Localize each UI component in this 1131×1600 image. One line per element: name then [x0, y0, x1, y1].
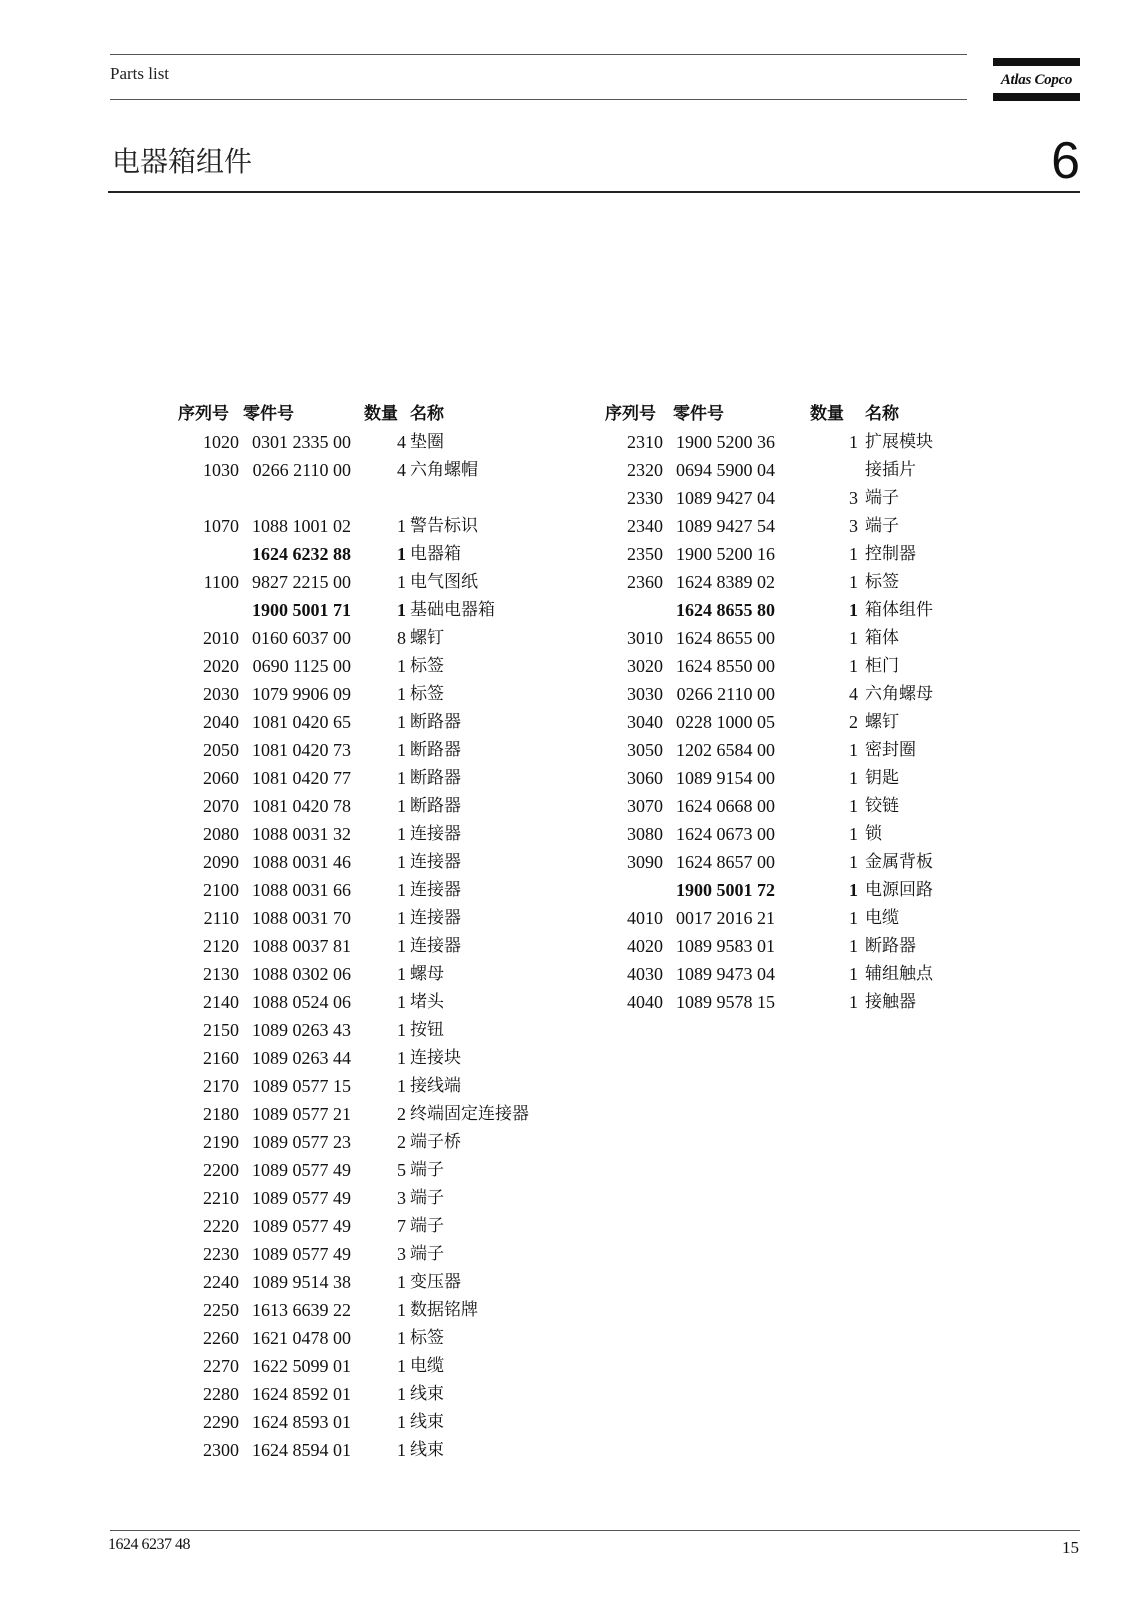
row-part-number: 1089 0577 49 — [252, 1160, 351, 1180]
row-name: 线束 — [410, 1440, 444, 1460]
row-name: 按钮 — [410, 1020, 444, 1040]
row-qty: 1 — [397, 600, 406, 620]
row-name: 控制器 — [865, 544, 916, 564]
row-qty: 1 — [849, 656, 858, 676]
row-name: 螺钉 — [865, 712, 899, 732]
row-part-number: 0301 2335 00 — [252, 432, 351, 452]
row-part-number: 1081 0420 65 — [252, 712, 351, 732]
row-seq: 2020 — [203, 656, 239, 676]
row-qty: 3 — [849, 488, 858, 508]
row-qty: 1 — [397, 1356, 406, 1376]
row-seq: 4040 — [627, 992, 663, 1012]
row-qty: 1 — [397, 1384, 406, 1404]
row-part-number: 1089 0577 23 — [252, 1132, 351, 1152]
row-qty: 1 — [397, 964, 406, 984]
row-part-number: 1089 9473 04 — [676, 964, 775, 984]
row-qty: 1 — [849, 936, 858, 956]
section-title: 电器箱组件 — [112, 145, 253, 178]
header-label: Parts list — [110, 64, 170, 83]
row-part-number: 1624 0673 00 — [676, 824, 775, 844]
row-seq: 3070 — [627, 796, 663, 816]
row-name: 电源回路 — [865, 880, 933, 900]
row-seq: 2090 — [203, 852, 239, 872]
row-part-number: 1081 0420 73 — [252, 740, 351, 760]
row-part-number: 1081 0420 78 — [252, 796, 351, 816]
logo-bar-top — [993, 58, 1080, 66]
row-part-number: 1624 8550 00 — [676, 656, 775, 676]
row-seq: 3080 — [627, 824, 663, 844]
row-qty: 1 — [849, 796, 858, 816]
row-qty: 1 — [397, 852, 406, 872]
row-part-number: 0228 1000 05 — [676, 712, 775, 732]
row-name: 箱体组件 — [865, 600, 933, 620]
section-title-rule — [108, 191, 1080, 193]
row-qty: 1 — [397, 656, 406, 676]
row-name: 扩展模块 — [865, 432, 933, 452]
row-qty: 1 — [397, 740, 406, 760]
row-part-number: 1624 8657 00 — [676, 852, 775, 872]
row-part-number: 1089 0263 44 — [252, 1048, 351, 1068]
row-name: 断路器 — [410, 768, 461, 788]
row-seq: 2070 — [203, 796, 239, 816]
row-name: 连接器 — [410, 936, 461, 956]
row-qty: 2 — [397, 1104, 406, 1124]
row-qty: 3 — [397, 1244, 406, 1264]
row-seq: 2170 — [203, 1076, 239, 1096]
row-part-number: 1624 8655 80 — [676, 600, 775, 620]
row-qty: 4 — [849, 684, 858, 704]
row-part-number: 1202 6584 00 — [676, 740, 775, 760]
row-part-number: 1088 0037 81 — [252, 936, 351, 956]
row-name: 金属背板 — [865, 852, 933, 872]
header-top-rule — [110, 54, 967, 55]
row-qty: 2 — [397, 1132, 406, 1152]
row-part-number: 1089 9583 01 — [676, 936, 775, 956]
row-qty: 1 — [397, 1328, 406, 1348]
row-part-number: 0694 5900 04 — [676, 460, 775, 480]
row-name: 线束 — [410, 1412, 444, 1432]
row-qty: 1 — [397, 1272, 406, 1292]
row-name: 标签 — [410, 656, 444, 676]
row-qty: 1 — [397, 796, 406, 816]
column-header-name: 名称 — [865, 404, 899, 424]
row-part-number: 1088 0031 46 — [252, 852, 351, 872]
row-name: 电器箱 — [410, 544, 461, 564]
row-seq: 4010 — [627, 908, 663, 928]
row-seq: 2030 — [203, 684, 239, 704]
row-name: 端子桥 — [410, 1132, 461, 1152]
row-part-number: 0266 2110 00 — [676, 684, 775, 704]
row-seq: 2040 — [203, 712, 239, 732]
logo-bar-bottom — [993, 93, 1080, 101]
row-seq: 2140 — [203, 992, 239, 1012]
row-seq: 1070 — [203, 516, 239, 536]
row-part-number: 1089 0577 49 — [252, 1188, 351, 1208]
column-header-name: 名称 — [410, 404, 444, 424]
row-qty: 4 — [397, 460, 406, 480]
column-header-qty: 数量 — [364, 404, 398, 424]
row-part-number: 1624 6232 88 — [252, 544, 351, 564]
row-seq: 2270 — [203, 1356, 239, 1376]
row-name: 柜门 — [865, 656, 899, 676]
row-part-number: 1089 9154 00 — [676, 768, 775, 788]
row-name: 接插片 — [865, 460, 916, 480]
footer-rule — [110, 1530, 1080, 1531]
row-qty: 1 — [849, 740, 858, 760]
row-seq: 2290 — [203, 1412, 239, 1432]
row-part-number: 1624 8655 00 — [676, 628, 775, 648]
row-part-number: 1089 0263 43 — [252, 1020, 351, 1040]
row-name: 数据铭牌 — [410, 1300, 478, 1320]
row-qty: 3 — [849, 516, 858, 536]
row-part-number: 1613 6639 22 — [252, 1300, 351, 1320]
row-qty: 1 — [849, 992, 858, 1012]
row-name: 接触器 — [865, 992, 916, 1012]
row-seq: 2190 — [203, 1132, 239, 1152]
row-qty: 7 — [397, 1216, 406, 1236]
row-part-number: 0690 1125 00 — [252, 656, 351, 676]
row-name: 电缆 — [865, 908, 899, 928]
row-qty: 1 — [397, 1300, 406, 1320]
row-seq: 2260 — [203, 1328, 239, 1348]
row-qty: 1 — [849, 824, 858, 844]
row-qty: 4 — [397, 432, 406, 452]
row-name: 连接器 — [410, 880, 461, 900]
row-name: 断路器 — [410, 796, 461, 816]
row-part-number: 1089 9427 54 — [676, 516, 775, 536]
row-part-number: 1079 9906 09 — [252, 684, 351, 704]
row-qty: 5 — [397, 1160, 406, 1180]
row-seq: 2240 — [203, 1272, 239, 1292]
row-name: 螺母 — [410, 964, 444, 984]
row-part-number: 9827 2215 00 — [252, 572, 351, 592]
row-qty: 1 — [397, 684, 406, 704]
row-seq: 2330 — [627, 488, 663, 508]
row-qty: 1 — [849, 852, 858, 872]
row-name: 接线端 — [410, 1076, 461, 1096]
row-name: 终端固定连接器 — [410, 1104, 529, 1124]
row-name: 连接块 — [410, 1048, 461, 1068]
row-seq: 4020 — [627, 936, 663, 956]
atlas-copco-logo — [993, 58, 1080, 101]
row-part-number: 1088 0031 70 — [252, 908, 351, 928]
row-name: 线束 — [410, 1384, 444, 1404]
row-name: 断路器 — [410, 712, 461, 732]
row-seq: 2110 — [203, 908, 239, 928]
row-part-number: 0017 2016 21 — [676, 908, 775, 928]
row-seq: 3020 — [627, 656, 663, 676]
row-seq: 2080 — [203, 824, 239, 844]
row-qty: 1 — [397, 992, 406, 1012]
header-bottom-rule — [110, 99, 967, 100]
row-seq: 1100 — [203, 572, 239, 592]
row-part-number: 1624 8594 01 — [252, 1440, 351, 1460]
row-part-number: 1900 5200 16 — [676, 544, 775, 564]
column-header-part: 零件号 — [673, 404, 724, 424]
row-qty: 1 — [849, 908, 858, 928]
row-seq: 2100 — [203, 880, 239, 900]
row-part-number: 1624 8593 01 — [252, 1412, 351, 1432]
row-seq: 1030 — [203, 460, 239, 480]
row-part-number: 1088 0524 06 — [252, 992, 351, 1012]
row-qty: 1 — [397, 516, 406, 536]
row-part-number: 1089 0577 49 — [252, 1216, 351, 1236]
row-seq: 2220 — [203, 1216, 239, 1236]
column-header-seq: 序列号 — [605, 404, 656, 424]
row-name: 堵头 — [410, 992, 444, 1012]
row-name: 端子 — [410, 1188, 444, 1208]
row-part-number: 1089 0577 15 — [252, 1076, 351, 1096]
row-seq: 2160 — [203, 1048, 239, 1068]
row-part-number: 1900 5001 72 — [676, 880, 775, 900]
row-seq: 2320 — [627, 460, 663, 480]
row-qty: 1 — [397, 824, 406, 844]
row-qty: 1 — [849, 600, 858, 620]
row-seq: 2200 — [203, 1160, 239, 1180]
row-seq: 2230 — [203, 1244, 239, 1264]
footer-page-number: 15 — [1062, 1538, 1079, 1557]
row-name: 连接器 — [410, 824, 461, 844]
row-qty: 1 — [397, 1020, 406, 1040]
row-part-number: 1088 1001 02 — [252, 516, 351, 536]
row-name: 标签 — [410, 1328, 444, 1348]
row-name: 端子 — [865, 516, 899, 536]
row-name: 辅组触点 — [865, 964, 933, 984]
row-name: 六角螺母 — [865, 684, 933, 704]
row-seq: 2150 — [203, 1020, 239, 1040]
row-seq: 2310 — [627, 432, 663, 452]
column-header-qty: 数量 — [810, 404, 844, 424]
row-part-number: 1900 5200 36 — [676, 432, 775, 452]
row-name: 箱体 — [865, 628, 899, 648]
row-qty: 8 — [397, 628, 406, 648]
row-seq: 2060 — [203, 768, 239, 788]
row-name: 六角螺帽 — [410, 460, 478, 480]
row-seq: 2340 — [627, 516, 663, 536]
row-seq: 2050 — [203, 740, 239, 760]
row-part-number: 1900 5001 71 — [252, 600, 351, 620]
row-seq: 2130 — [203, 964, 239, 984]
row-qty: 1 — [397, 712, 406, 732]
row-name: 锁 — [865, 824, 882, 844]
row-seq: 2280 — [203, 1384, 239, 1404]
section-number: 6 — [1051, 132, 1080, 190]
row-part-number: 1088 0302 06 — [252, 964, 351, 984]
row-seq: 2300 — [203, 1440, 239, 1460]
row-seq: 3010 — [627, 628, 663, 648]
row-qty: 1 — [849, 628, 858, 648]
row-part-number: 1622 5099 01 — [252, 1356, 351, 1376]
row-part-number: 1624 8389 02 — [676, 572, 775, 592]
row-seq: 3090 — [627, 852, 663, 872]
row-qty: 1 — [397, 1412, 406, 1432]
row-part-number: 1081 0420 77 — [252, 768, 351, 788]
row-qty: 2 — [849, 712, 858, 732]
row-qty: 1 — [397, 1440, 406, 1460]
row-name: 电气图纸 — [410, 572, 478, 592]
row-part-number: 1088 0031 32 — [252, 824, 351, 844]
row-qty: 1 — [849, 880, 858, 900]
row-name: 标签 — [865, 572, 899, 592]
row-seq: 2010 — [203, 628, 239, 648]
row-seq: 3030 — [627, 684, 663, 704]
row-qty: 1 — [849, 572, 858, 592]
row-seq: 3060 — [627, 768, 663, 788]
row-name: 断路器 — [865, 936, 916, 956]
row-seq: 3050 — [627, 740, 663, 760]
row-qty: 1 — [397, 1076, 406, 1096]
row-name: 标签 — [410, 684, 444, 704]
row-part-number: 1088 0031 66 — [252, 880, 351, 900]
row-part-number: 1089 9578 15 — [676, 992, 775, 1012]
column-header-seq: 序列号 — [178, 404, 229, 424]
column-header-part: 零件号 — [243, 404, 294, 424]
row-name: 连接器 — [410, 852, 461, 872]
row-name: 密封圈 — [865, 740, 916, 760]
row-part-number: 1089 0577 21 — [252, 1104, 351, 1124]
row-qty: 1 — [397, 880, 406, 900]
row-name: 变压器 — [410, 1272, 461, 1292]
row-qty: 1 — [849, 964, 858, 984]
row-name: 端子 — [410, 1160, 444, 1180]
row-name: 垫圈 — [410, 432, 444, 452]
row-part-number: 1089 9427 04 — [676, 488, 775, 508]
row-seq: 1020 — [203, 432, 239, 452]
row-qty: 1 — [397, 544, 406, 564]
row-part-number: 1089 0577 49 — [252, 1244, 351, 1264]
row-seq: 2180 — [203, 1104, 239, 1124]
row-part-number: 1089 9514 38 — [252, 1272, 351, 1292]
row-name: 铰链 — [865, 796, 899, 816]
row-name: 端子 — [410, 1244, 444, 1264]
row-seq: 3040 — [627, 712, 663, 732]
row-seq: 2210 — [203, 1188, 239, 1208]
row-name: 断路器 — [410, 740, 461, 760]
row-qty: 1 — [849, 544, 858, 564]
row-qty: 3 — [397, 1188, 406, 1208]
row-name: 警告标识 — [410, 516, 478, 536]
row-part-number: 1624 8592 01 — [252, 1384, 351, 1404]
row-name: 连接器 — [410, 908, 461, 928]
row-name: 基础电器箱 — [410, 600, 495, 620]
row-seq: 4030 — [627, 964, 663, 984]
row-seq: 2350 — [627, 544, 663, 564]
row-name: 钥匙 — [865, 768, 899, 788]
row-seq: 2250 — [203, 1300, 239, 1320]
row-qty: 1 — [849, 768, 858, 788]
logo-text: Atlas Copco — [1000, 72, 1073, 88]
row-part-number: 0266 2110 00 — [252, 460, 351, 480]
row-name: 端子 — [410, 1216, 444, 1236]
row-name: 螺钉 — [410, 628, 444, 648]
footer-doc-number: 1624 6237 48 — [108, 1536, 190, 1553]
row-qty: 1 — [849, 432, 858, 452]
row-qty: 1 — [397, 572, 406, 592]
row-seq: 2120 — [203, 936, 239, 956]
row-qty: 1 — [397, 908, 406, 928]
row-name: 电缆 — [410, 1356, 444, 1376]
row-qty: 1 — [397, 768, 406, 788]
row-part-number: 0160 6037 00 — [252, 628, 351, 648]
row-qty: 1 — [397, 1048, 406, 1068]
row-part-number: 1621 0478 00 — [252, 1328, 351, 1348]
row-seq: 2360 — [627, 572, 663, 592]
row-name: 端子 — [865, 488, 899, 508]
row-qty: 1 — [397, 936, 406, 956]
row-part-number: 1624 0668 00 — [676, 796, 775, 816]
